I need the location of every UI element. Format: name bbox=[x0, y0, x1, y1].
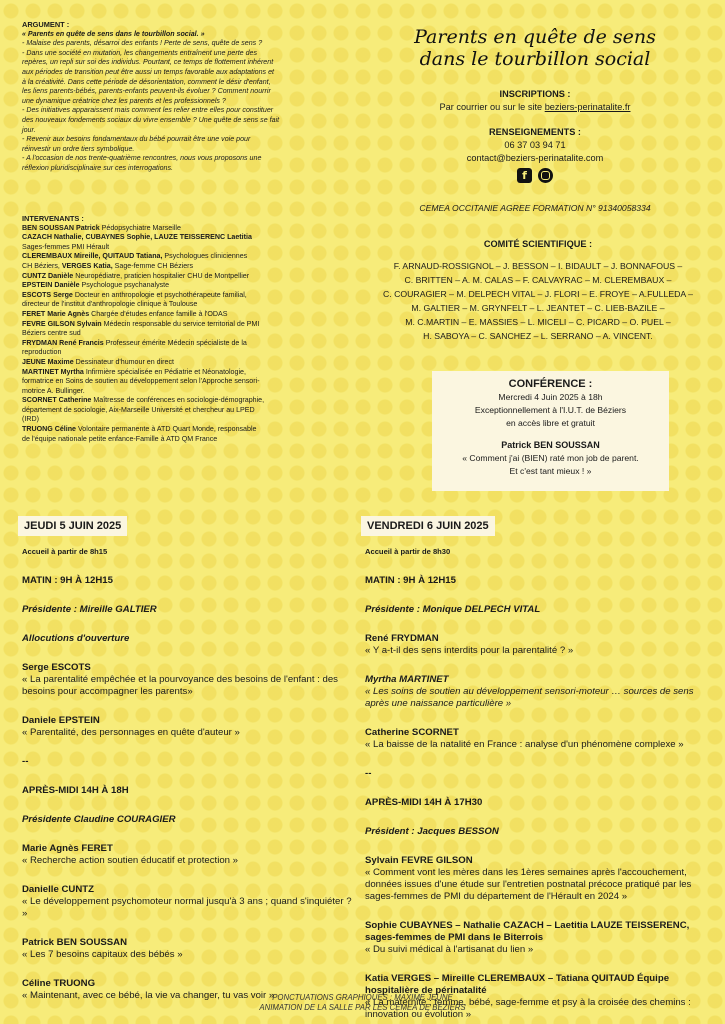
inscriptions-section bbox=[390, 88, 680, 114]
intervenant-name: VERGES Katia, bbox=[61, 261, 113, 270]
talk-speaker: Daniele EPSTEIN bbox=[22, 715, 100, 726]
comite-scientifique bbox=[378, 238, 698, 343]
inscriptions-heading: INSCRIPTIONS : bbox=[499, 89, 571, 99]
intervenant-description: Docteur en anthropologie et psychothérapeute familial, bbox=[72, 290, 247, 299]
intervenant-row bbox=[22, 348, 340, 358]
intervenant-row bbox=[22, 272, 340, 282]
intervenant-description: CH Béziers, bbox=[22, 261, 62, 270]
intervenant-row bbox=[22, 291, 340, 301]
intervenant-row bbox=[22, 262, 340, 272]
cemea-agreement: CEMEA OCCITANIE AGREE FORMATION N° 91340058334 bbox=[419, 203, 651, 213]
comite-line: H. SABOYA – C. SANCHEZ – L. SERRANO – A. VINCENT. bbox=[423, 331, 653, 341]
intervenant-row bbox=[22, 435, 340, 445]
talk bbox=[22, 937, 352, 961]
argument-line: des nouveaux fondements sociaux du vivre ensemble ? Une quête de sens se fait bbox=[22, 115, 280, 124]
argument-subtitle: « Parents en quête de sens dans le tourbillon social. » bbox=[22, 29, 205, 38]
morning-president: Présidente : Mireille GALTIER bbox=[22, 604, 157, 615]
argument-line: - Malaise des parents, désarroi des enfants ! Perte de sens, quête de sens ? bbox=[22, 39, 263, 48]
intervenant-row bbox=[22, 396, 340, 406]
day-date: JEUDI 5 JUIN 2025 bbox=[18, 516, 127, 536]
afternoon-session: APRÈS-MIDI 14H À 17H30 bbox=[365, 797, 483, 808]
comite-heading: COMITÉ SCIENTIFIQUE : bbox=[483, 239, 593, 249]
talk bbox=[22, 715, 352, 739]
conference-date: Mercredi 4 Juin 2025 à 18h bbox=[498, 392, 603, 402]
talk-title: « La parentalité empêchée et la pourvoyance des besoins de l'enfant : des besoins pour accompagner les parents» bbox=[22, 674, 338, 697]
afternoon-session: APRÈS-MIDI 14H À 18H bbox=[22, 785, 129, 796]
conference-access: en accès libre et gratuit bbox=[506, 418, 595, 428]
conference-location: Exceptionnellement à l'I.U.T. de Béziers bbox=[474, 405, 627, 415]
talk-title: « Parentalité, des personnages en quête d'auteur » bbox=[22, 727, 240, 738]
facebook-icon[interactable]: f bbox=[517, 168, 532, 183]
intervenant-name: FEVRE GILSON Sylvain bbox=[22, 319, 102, 328]
day-thursday bbox=[22, 516, 352, 1002]
afternoon-president: Présidente Claudine COURAGIER bbox=[22, 814, 176, 825]
conference-quote-1: « Comment j'ai (BIEN) raté mon job de parent. bbox=[462, 453, 639, 463]
intervenant-name: SCORNET Catherine bbox=[22, 396, 92, 405]
footer bbox=[0, 993, 725, 1013]
intervenant-row bbox=[22, 252, 340, 262]
afternoon-president: Président : Jacques BESSON bbox=[365, 826, 499, 837]
comite-line: F. ARNAUD-ROSSIGNOL – J. BESSON – I. BIDAULT – J. BONNAFOUS – bbox=[393, 261, 683, 271]
intervenant-description: Médecin responsable du service territorial de PMI bbox=[101, 319, 260, 328]
intervenant-description: Dessinateur d'humour en direct bbox=[73, 357, 174, 366]
opening-remarks: Allocutions d'ouverture bbox=[22, 633, 130, 644]
instagram-icon[interactable] bbox=[538, 168, 553, 183]
title-line-1: Parents en quête de sens bbox=[414, 26, 656, 48]
talk bbox=[365, 674, 705, 710]
argument-line: - Revenir aux besoins fondamentaux du bébé pourrait être une voie pour bbox=[22, 135, 251, 144]
talk bbox=[22, 843, 352, 867]
morning-session: MATIN : 9H À 12H15 bbox=[365, 575, 456, 586]
talk-speaker: Marie Agnès FERET bbox=[22, 843, 113, 854]
phone-number: 06 37 03 94 71 bbox=[504, 140, 566, 150]
title-line-2: dans le tourbillon social bbox=[419, 48, 651, 70]
talk-speaker: Patrick BEN SOUSSAN bbox=[22, 937, 128, 948]
argument-line: aux périodes de transition peut être aussi un temps favorable aux adaptations et bbox=[22, 67, 274, 76]
conference-box bbox=[432, 371, 669, 491]
day-date: VENDREDI 6 JUIN 2025 bbox=[361, 516, 495, 536]
morning-talks bbox=[22, 662, 352, 739]
intervenant-row bbox=[22, 406, 340, 416]
talk-speaker: Sophie CUBAYNES – Nathalie CAZACH – Laetitia LAUZE TEISSERENC, sages-femmes de PMI dans le Biterrois bbox=[365, 920, 690, 943]
talk-speaker: Myrtha MARTINET bbox=[365, 674, 449, 685]
intervenant-row bbox=[22, 377, 340, 387]
intervenants-heading: INTERVENANTS : bbox=[22, 214, 84, 223]
intervenant-row bbox=[22, 243, 340, 253]
intervenant-name: FERET Marie Agnès bbox=[22, 309, 90, 318]
email-address[interactable]: contact@beziers-perinatalite.com bbox=[466, 153, 604, 163]
conference-speaker: Patrick BEN SOUSSAN bbox=[501, 440, 600, 450]
social-icons bbox=[505, 168, 565, 186]
intervenants-list bbox=[22, 224, 340, 445]
comite-line: C. BRITTEN – A. M. CALAS – F. CALVAYRAC – M. CLEREMBAUX – bbox=[404, 275, 672, 285]
talk-speaker: Céline TRUONG bbox=[22, 978, 96, 989]
talk bbox=[22, 662, 352, 698]
intervenant-row bbox=[22, 425, 340, 435]
intervenant-name: TRUONG Céline bbox=[22, 425, 76, 434]
intervenant-name: CLEREMBAUX Mireille, QUITAUD Tatiana, bbox=[22, 252, 163, 261]
talk-title: « Y a-t-il des sens interdits pour la parentalité ? » bbox=[365, 645, 574, 656]
website-link[interactable]: beziers-perinatalite.fr bbox=[544, 102, 631, 112]
comite-line: C. COURAGIER – M. DELPECH VITAL – J. FLORI – E. FROYE – A.FULLEDA – bbox=[383, 289, 693, 299]
footer-line-1: PONCTUATIONS GRAPHIQUES : MAXIME JEUNE bbox=[272, 993, 453, 1002]
page-title bbox=[390, 26, 680, 70]
argument-text bbox=[22, 39, 342, 173]
day-friday bbox=[365, 516, 705, 1021]
intervenants-section bbox=[22, 214, 340, 444]
intervenant-description: Sage-femme CH Béziers bbox=[112, 261, 194, 270]
talk-speaker: Danielle CUNTZ bbox=[22, 884, 94, 895]
intervenant-description: Neuropédiatre, praticien hospitalier CHU de Montpellier bbox=[73, 271, 250, 280]
intervenant-description: motrice A. Bullinger. bbox=[22, 386, 85, 395]
argument-line: - Dans une société en mutation, les changements entraînent une perte des bbox=[22, 48, 258, 57]
intervenant-description: Maîtresse de conférences en sociologie-démographie, bbox=[91, 396, 265, 405]
comite-members bbox=[378, 259, 698, 343]
intervenant-name: BEN SOUSSAN Patrick bbox=[22, 223, 100, 232]
intervenant-row bbox=[22, 368, 340, 378]
talk-title: « Les soins de soutien au développement sensori-moteur … sources de sens après une naissance particulière » bbox=[365, 686, 694, 709]
accueil: Accueil à partir de 8h15 bbox=[22, 547, 108, 556]
intervenant-description: Psychologue psychanalyste bbox=[79, 281, 170, 290]
intervenant-description: (IRD) bbox=[22, 415, 39, 424]
intervenant-description: Psychologues cliniciennes bbox=[162, 252, 248, 261]
renseignements-section bbox=[390, 126, 680, 165]
argument-line: réinvestir un ordre tiers symbolique. bbox=[22, 144, 135, 153]
intervenant-description: Infirmière spécialisée en Pédiatrie et Néonatologie, bbox=[83, 367, 246, 376]
intervenant-description: Béziers centre sud bbox=[22, 329, 81, 338]
argument-section bbox=[22, 20, 342, 174]
argument-line: repères, un repli sur soi des individus. Pourtant, ce temps de flottement inhérent bbox=[22, 58, 274, 67]
talk-speaker: Catherine SCORNET bbox=[365, 727, 459, 738]
conference-heading: CONFÉRENCE : bbox=[508, 378, 593, 390]
argument-line: - A l'occasion de nos trente-quatrième rencontres, nous vous proposons une bbox=[22, 154, 262, 163]
argument-line: les liens parents-bébés, parents-enfants peuvent-ils évoluer ? Comment nourrir bbox=[22, 87, 271, 96]
morning-talks bbox=[365, 633, 705, 751]
accueil: Accueil à partir de 8h30 bbox=[365, 547, 451, 556]
argument-line: - Des initiatives apparaissent mais comment les relier entre elles pour constituer bbox=[22, 106, 274, 115]
renseignements-heading: RENSEIGNEMENTS : bbox=[489, 127, 581, 137]
separator: -- bbox=[22, 756, 29, 767]
talk bbox=[365, 855, 705, 903]
talk bbox=[365, 633, 705, 657]
intervenant-name: FRYDMAN René Francis bbox=[22, 338, 104, 347]
comite-line: M. C.MARTIN – E. MASSIES – L. MICELI – C. PICARD – O. PUEL – bbox=[405, 317, 671, 327]
intervenant-description: de l'équipe nationale petite enfance-Famille à ATD QM France bbox=[22, 434, 218, 443]
intervenant-description: département de sociologie, Aix-Marseille Université et chercheur au LPED bbox=[22, 405, 255, 414]
intervenant-name: MARTINET Myrtha bbox=[22, 367, 84, 376]
intervenant-name: JEUNE Maxime bbox=[22, 357, 74, 366]
separator: -- bbox=[365, 768, 372, 779]
intervenant-description: Chargée d'études enfance famille à l'ODAS bbox=[89, 309, 228, 318]
talk-title: « Recherche action soutien éducatif et protection » bbox=[22, 855, 238, 866]
argument-line: jour. bbox=[22, 125, 36, 134]
argument-heading: ARGUMENT : bbox=[22, 20, 70, 29]
argument-line: réflexion pluridisciplinaire sur ces interrogations. bbox=[22, 163, 174, 172]
intervenant-description: formatrice en Soins de soutien au développement selon l'Approche sensori- bbox=[22, 377, 260, 386]
intervenant-row bbox=[22, 339, 340, 349]
intervenant-row bbox=[22, 329, 340, 339]
intervenant-row bbox=[22, 320, 340, 330]
intervenant-row bbox=[22, 233, 340, 243]
talk-title: « Le développement psychomoteur normal jusqu'à 3 ans ; quand s'inquiéter ? » bbox=[22, 896, 352, 919]
talk-speaker: Sylvain FEVRE GILSON bbox=[365, 855, 473, 866]
intervenant-row bbox=[22, 310, 340, 320]
morning-president: Présidente : Monique DELPECH VITAL bbox=[365, 604, 541, 615]
talk-title: « Comment vont les mères dans les 1ères semaines après l'accouchement, données issues d'une étude sur l'entretien postnatal précoce pratiqué par les sages-femmes de PMI du département de l'Hérault en 2024 » bbox=[365, 867, 692, 902]
intervenant-description: Sages-femmes PMI Hérault bbox=[22, 242, 110, 251]
intervenant-description: Pédopsychiatre Marseille bbox=[99, 223, 181, 232]
argument-line: une dynamique créatrice chez les parents et les professionnels ? bbox=[22, 96, 226, 105]
talk-title: « La maternité ; femme, bébé, sage-femme et psy à la croisée des chemins : innovation ou évolution » bbox=[365, 997, 691, 1020]
intervenant-row bbox=[22, 387, 340, 397]
intervenant-description: Volontaire permanente à ATD Quart Monde, responsable bbox=[76, 425, 257, 434]
talk bbox=[22, 884, 352, 920]
talk-speaker: Katia VERGES – Mireille CLEREMBAUX – Tatiana QUITAUD Équipe hospitalière de périnatalité bbox=[365, 973, 670, 996]
footer-line-2: ANIMATION DE LA SALLE PAR LES CEMEA DE BÉZIERS bbox=[259, 1003, 466, 1012]
talk-title: « Du suivi médical à l'artisanat du lien » bbox=[365, 944, 534, 955]
intervenant-row bbox=[22, 281, 340, 291]
conference-quote-2: Et c'est tant mieux ! » bbox=[509, 466, 592, 476]
intervenant-description: directeur de l'institut d'anthropologie clinique à Toulouse bbox=[22, 300, 198, 309]
argument-line: à la créativité. Dans cette période de désorientation, comment le désir d'enfant, bbox=[22, 77, 271, 86]
talk-speaker: René FRYDMAN bbox=[365, 633, 439, 644]
intervenant-row bbox=[22, 300, 340, 310]
talk-title: « Maintenant, avec ce bébé, la vie va changer, tu vas voir » bbox=[22, 990, 275, 1001]
afternoon-talks bbox=[22, 843, 352, 1002]
inscriptions-text: Par courrier ou sur le site beziers-perinatalite.fr bbox=[439, 102, 631, 112]
intervenant-name: EPSTEIN Danièle bbox=[22, 281, 80, 290]
talk bbox=[365, 727, 705, 751]
intervenant-row bbox=[22, 415, 340, 425]
intervenant-name: CUNTZ Danièle bbox=[22, 271, 74, 280]
intervenant-description: Professeur émérite Médecin spécialiste de la bbox=[103, 338, 247, 347]
talk-title: « Les 7 besoins capitaux des bébés » bbox=[22, 949, 183, 960]
intervenant-name: ESCOTS Serge bbox=[22, 290, 73, 299]
talk bbox=[365, 920, 705, 956]
talk-speaker: Serge ESCOTS bbox=[22, 662, 91, 673]
morning-session: MATIN : 9H À 12H15 bbox=[22, 575, 113, 586]
intervenant-row bbox=[22, 358, 340, 368]
talk-title: « La baisse de la natalité en France : analyse d'un phénomène complexe » bbox=[365, 739, 684, 750]
intervenant-name: CAZACH Nathalie, CUBAYNES Sophie, LAUZE TEISSERENC Laetitia bbox=[22, 233, 252, 242]
intervenant-row bbox=[22, 224, 340, 234]
comite-line: M. GALTIER – M. GRYNFELT – L. JEANTET – C. LIEB-BAZILE – bbox=[411, 303, 665, 313]
intervenant-description: reproduction bbox=[22, 348, 62, 357]
